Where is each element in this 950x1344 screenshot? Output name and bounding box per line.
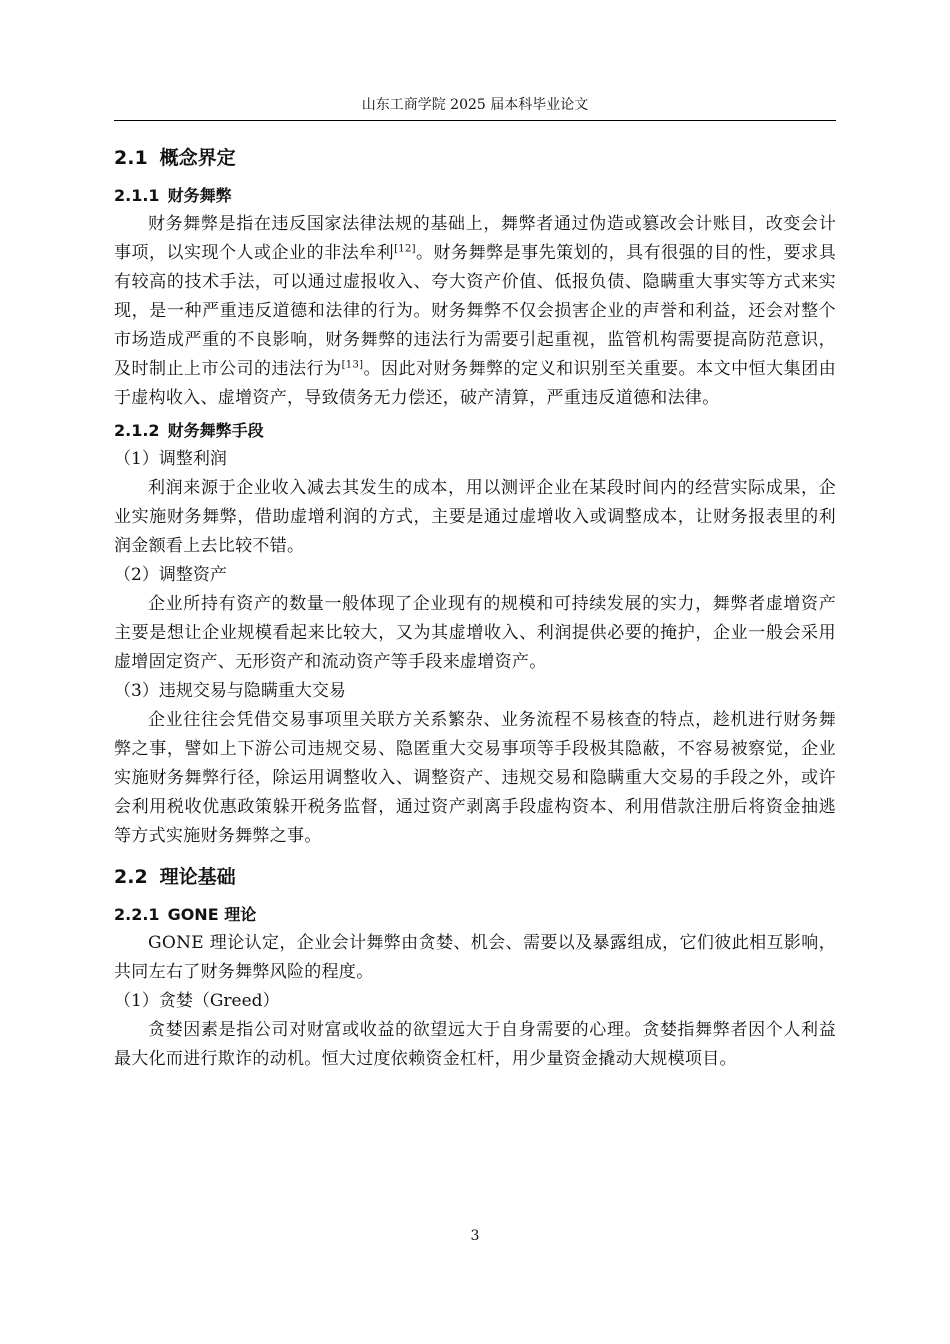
paragraph-greed: 贪婪因素是指公司对财富或收益的欲望远大于自身需要的心理。贪婪指舞弊者因个人利益最大化而进行欺诈的动机。恒大过度依赖资金杠杆，用少量资金撬动大规模项目。 — [114, 1020, 836, 1069]
subsection-title: 财务舞弊 — [167, 186, 232, 205]
list-item-label: （1）贪婪（Greed） — [114, 991, 280, 1011]
subsection-title: 财务舞弊手段 — [167, 421, 264, 440]
spacer — [114, 851, 836, 859]
section-title: 概念界定 — [159, 147, 236, 169]
header-rule — [114, 120, 836, 121]
section-number: 2.2 — [114, 866, 148, 888]
section-number: 2.1 — [114, 147, 148, 169]
citation: [12] — [394, 243, 416, 255]
subsection-number: 2.2.1 — [114, 905, 160, 924]
section-heading-2-2 — [114, 865, 836, 889]
paragraph-fraud-definition — [114, 210, 836, 413]
page-number: 3 — [470, 1228, 480, 1244]
paragraph-gone-theory: GONE 理论认定，企业会计舞弊由贪婪、机会、需要以及暴露组成，它们彼此相互影响，共同左右了财务舞弊风险的程度。 — [114, 933, 836, 982]
section-title: 理论基础 — [159, 866, 236, 888]
subsection-heading-2-1-1 — [114, 184, 836, 208]
list-item-label: （2）调整资产 — [114, 565, 227, 585]
citation: [13] — [341, 359, 364, 371]
subsection-heading-2-2-1 — [114, 903, 836, 927]
subsection-title: GONE 理论 — [167, 905, 257, 924]
paragraph-adjust-profit: 利润来源于企业收入减去其发生的成本，用以测评企业在某段时间内的经营实际成果，企业实施财务舞弊，借助虚增利润的方式，主要是通过虚增收入或调整成本，让财务报表里的利润金额看上去比较不错。 — [114, 478, 836, 556]
text-run: 。因此对财务舞弊的定义和识别至关重要。本文中恒大集团由于虚构收入、虚增资产，导致债务无力偿还，破产清算，严重违反道德和法律。 — [114, 359, 836, 408]
running-header: 山东工商学院 2025 届本科毕业论文 — [361, 97, 589, 113]
paragraph-illegal-transactions: 企业往往会凭借交易事项里关联方关系繁杂、业务流程不易核查的特点，趁机进行财务舞弊之事，譬如上下游公司违规交易、隐匿重大交易事项等手段极其隐蔽，不容易被察觉，企业实施财务舞弊行径，除运用调整收入、调整资产、违规交易和隐瞒重大交易的手段之外，或许会利用税收优惠政策躲开税务监督，通过资产剥离手段虚构资本、利用借款注册后将资金抽逃等方式实施财务舞弊之事。 — [114, 710, 836, 846]
text-run: 。财务舞弊是事先策划的，具有很强的目的性，要求具有较高的技术手法，可以通过虚报收入、夸大资产价值、低报负债、隐瞒重大事实等方式来实现，是一种严重违反道德和法律的行为。财务舞弊不仅会损害企业的声誉和利益，还会对整个市场造成严重的不良影响，财务舞弊的违法行为需要引起重视，监管机构需要提高防范意识，及时制止上市公司的违法行为 — [114, 243, 836, 379]
list-item-label: （3）违规交易与隐瞒重大交易 — [114, 681, 346, 701]
paragraph-adjust-assets: 企业所持有资产的数量一般体现了企业现有的规模和可持续发展的实力，舞弊者虚增资产主要是想让企业规模看起来比较大，又为其虚增收入、利润提供必要的掩护，企业一般会采用虚增固定资产、无形资产和流动资产等手段来虚增资产。 — [114, 594, 836, 672]
subsection-number: 2.1.2 — [114, 421, 160, 440]
list-item-label: （1）调整利润 — [114, 449, 227, 469]
page-content — [114, 140, 836, 1074]
subsection-heading-2-1-2 — [114, 419, 836, 443]
subsection-number: 2.1.1 — [114, 186, 160, 205]
text-run: 财务舞弊是指在违反国家法律法规的基础上，舞弊者通过伪造或篡改会计账目，改变会计事项，以实现个人或企业的非法牟利 — [114, 214, 836, 263]
section-heading-2-1 — [114, 146, 836, 170]
